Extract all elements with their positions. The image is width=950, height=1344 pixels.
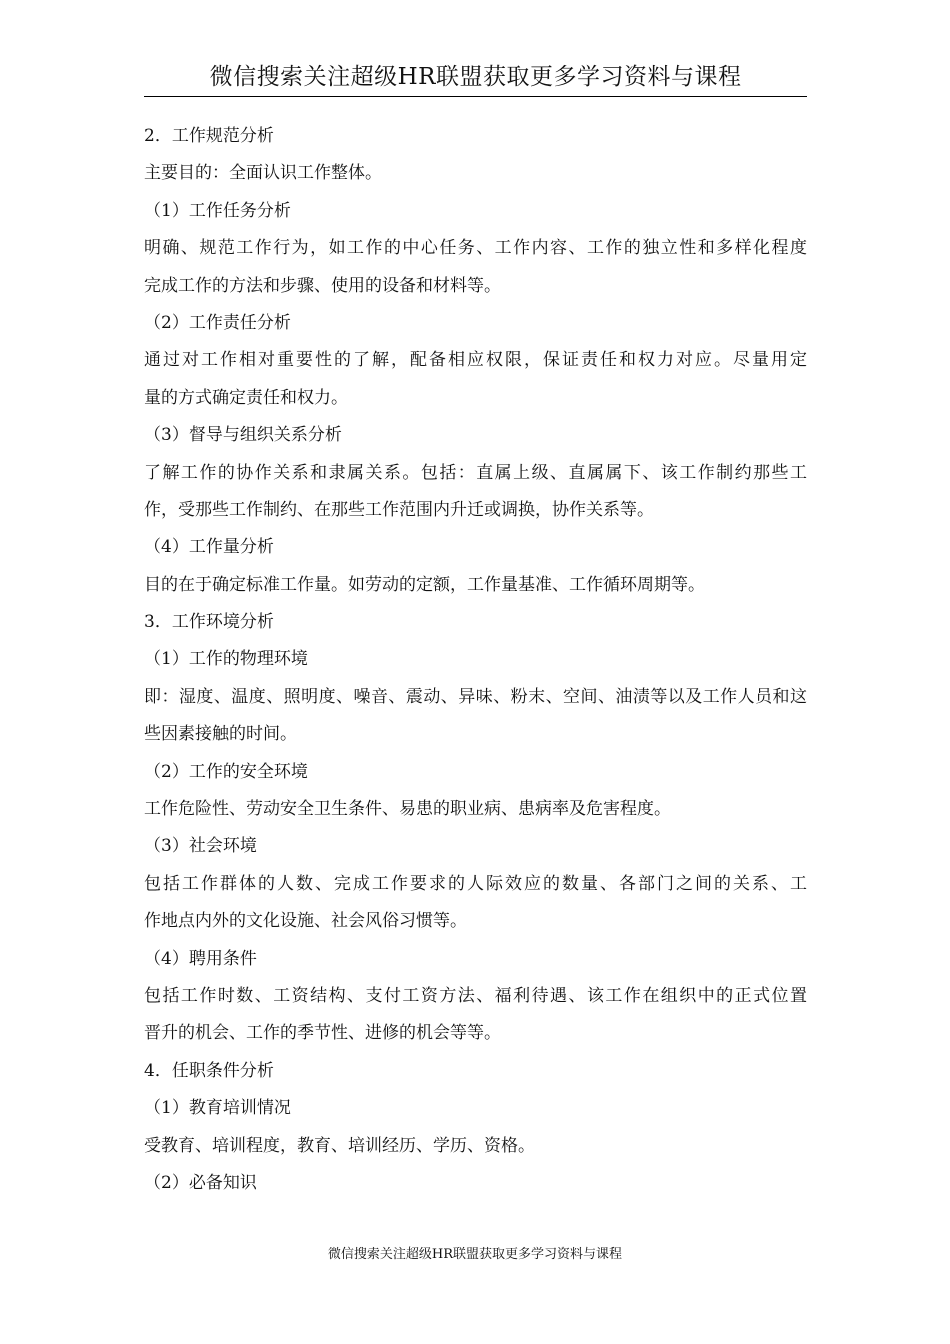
paragraph-line: 目的在于确定标准工作量。如劳动的定额，工作量基准、工作循环周期等。: [144, 574, 705, 595]
paragraph-line: （1）工作任务分析: [144, 200, 291, 221]
paragraph-line: 明确、规范工作行为，如工作的中心任务、工作内容、工作的独立性和多样化程度: [144, 238, 807, 259]
paragraph-line: （4）工作量分析: [144, 537, 274, 558]
document-body: [144, 118, 807, 1202]
paragraph-line: 受教育、培训程度，教育、培训经历、学历、资格。: [144, 1135, 535, 1156]
paragraph-line: 2．工作规范分析: [144, 126, 274, 146]
paragraph-line: （1）工作的物理环境: [144, 649, 308, 670]
paragraph-line: 完成工作的方法和步骤、使用的设备和材料等。: [144, 275, 501, 296]
paragraph-line: 了解工作的协作关系和隶属关系。包括：直属上级、直属属下、该工作制约那些工: [144, 462, 807, 483]
page-footer: 微信搜索关注超级HR联盟获取更多学习资料与课程: [327, 1247, 623, 1262]
paragraph-line: （3）督导与组织关系分析: [144, 425, 342, 446]
header-title: 微信搜索关注超级HR联盟获取更多学习资料与课程: [209, 64, 742, 90]
paragraph-line: 包括工作时数、工资结构、支付工资方法、福利待遇、该工作在组织中的正式位置: [144, 985, 807, 1006]
paragraph-line: 些因素接触的时间。: [144, 724, 297, 745]
paragraph-line: （2）必备知识: [144, 1172, 257, 1193]
paragraph-line: 3．工作环境分析: [144, 612, 274, 633]
paragraph-line: 量的方式确定责任和权力。: [144, 387, 348, 408]
paragraph-line: 通过对工作相对重要性的了解，配备相应权限，保证责任和权力对应。尽量用定: [144, 350, 807, 371]
paragraph-line: 工作危险性、劳动安全卫生条件、易患的职业病、患病率及危害程度。: [144, 799, 671, 820]
paragraph-line: 晋升的机会、工作的季节性、进修的机会等等。: [144, 1023, 501, 1044]
paragraph-line: （2）工作责任分析: [144, 312, 291, 333]
paragraph-line: （4）聘用条件: [144, 948, 257, 969]
paragraph-line: （1）教育培训情况: [144, 1098, 291, 1119]
paragraph-line: 作地点内外的文化设施、社会风俗习惯等。: [144, 911, 467, 932]
page-header: [144, 60, 807, 97]
paragraph-line: 4．任职条件分析: [144, 1060, 274, 1081]
paragraph-line: 包括工作群体的人数、完成工作要求的人际效应的数量、各部门之间的关系、工: [144, 873, 807, 894]
paragraph-line: 作，受那些工作制约、在那些工作范围内升迁或调换，协作关系等。: [144, 499, 654, 520]
paragraph-line: 即：湿度、温度、照明度、噪音、震动、异味、粉末、空间、油渍等以及工作人员和这: [144, 686, 807, 707]
paragraph-line: （2）工作的安全环境: [144, 761, 308, 782]
paragraph-line: （3）社会环境: [144, 836, 257, 857]
paragraph-line: 主要目的：全面认识工作整体。: [144, 163, 382, 184]
